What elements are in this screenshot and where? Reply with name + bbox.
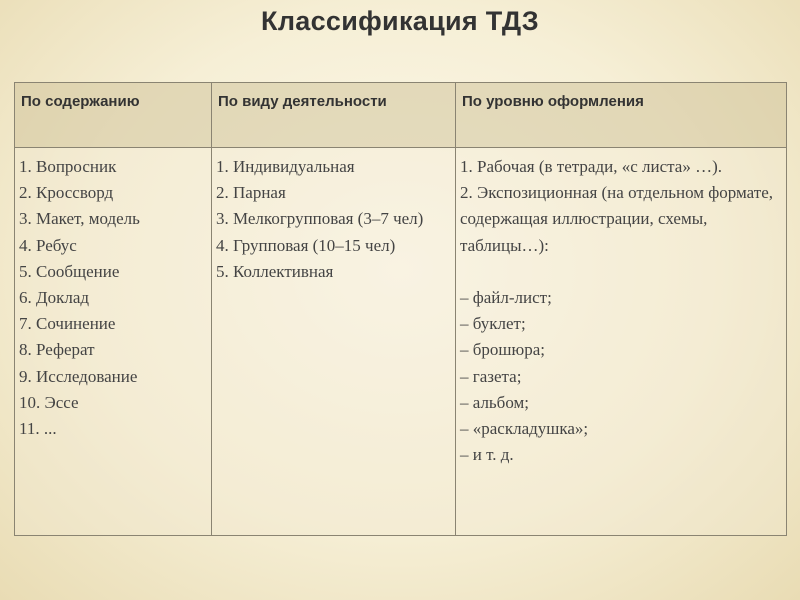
list-item: – буклет; <box>460 314 526 334</box>
slide-title: Классификация ТДЗ <box>261 6 539 36</box>
header-activity: По виду деятельности <box>212 83 456 148</box>
table-body-row <box>15 148 787 536</box>
list-item: 3. Макет, модель <box>19 209 140 229</box>
list-item: – брошюра; <box>460 340 545 360</box>
list-item: 4. Групповая (10–15 чел) <box>216 235 396 255</box>
list-item: – газета; <box>460 366 522 386</box>
list-item: 9. Исследование <box>19 366 138 386</box>
list-item: – «раскладушка»; <box>460 419 589 439</box>
classification-table <box>14 82 787 536</box>
list-item: 5. Сообщение <box>19 261 120 281</box>
list-item: – и т. д. <box>460 445 514 465</box>
list-item: 8. Реферат <box>19 340 95 360</box>
list-item: 7. Сочинение <box>19 314 116 334</box>
list-item: – файл-лист; <box>460 288 552 307</box>
list-item: 2. Кроссворд <box>19 183 114 203</box>
activity-cell <box>212 148 456 536</box>
design-cell <box>456 148 787 536</box>
content-cell <box>15 148 212 536</box>
list-item: – альбом; <box>460 392 529 412</box>
header-content: По содержанию <box>15 83 212 148</box>
list-item: 1. Рабочая (в тетради, «с листа» …). <box>460 157 722 176</box>
list-item: содержащая иллюстрации, схемы, таблицы…): <box>460 209 708 255</box>
list-item: 6. Доклад <box>19 288 90 308</box>
spacer <box>460 259 782 285</box>
list-item: 3. Мелкогрупповая (3–7 чел) <box>216 209 424 229</box>
list-item: 5. Коллективная <box>216 261 334 281</box>
list-item: 10. Эссе <box>19 392 79 412</box>
table-header-row <box>15 83 787 148</box>
list-item: 2. Парная <box>216 183 286 203</box>
header-design: По уровню оформления <box>456 83 787 148</box>
list-item: 4. Ребус <box>19 235 77 255</box>
list-item: 1. Вопросник <box>19 157 117 176</box>
list-item: 2. Экспозиционная (на отдельном формате, <box>460 183 773 203</box>
list-item: 1. Индивидуальная <box>216 157 355 176</box>
list-item: 11. ... <box>19 419 57 439</box>
